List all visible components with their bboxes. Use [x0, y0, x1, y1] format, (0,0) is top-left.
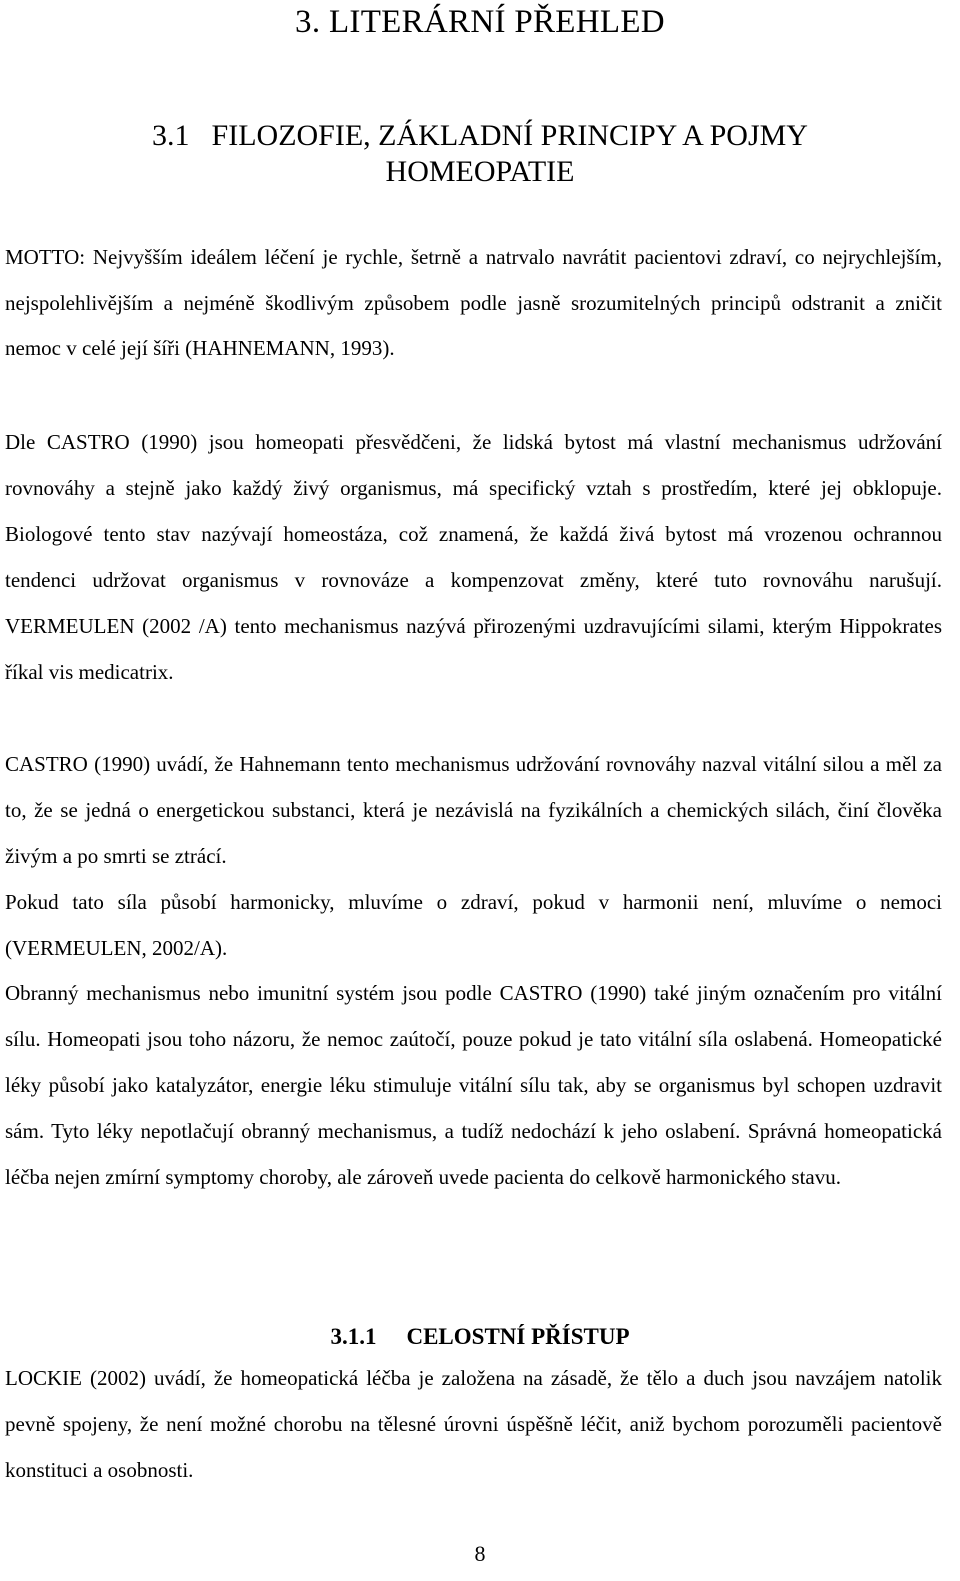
subsection-number: 3.1.1	[330, 1324, 377, 1349]
paragraph-holistic: LOCKIE (2002) uvádí, že homeopatická léčba je založena na zásadě, že tělo a duch jsou navzájem natolik pevně spojeny, že není možné chorobu na tělesné úrovni úspěšně léčit, aniž bychom porozuměli pacientově konstituci a osobnosti.	[5, 1366, 942, 1482]
paragraph-harmony: Pokud tato síla působí harmonicky, mluvíme o zdraví, pokud v harmonii není, mluvíme o nemoci (VERMEULEN, 2002/A).	[5, 890, 942, 960]
paragraph-vital-force: CASTRO (1990) uvádí, že Hahnemann tento mechanismus udržování rovnováhy nazval vitální silou a měl za to, že se jedná o energetickou substanci, která je nezávislá na fyzikálních a chemických silách, činí člověka živým a po smrti se ztrácí.	[5, 752, 942, 868]
subsection-heading	[0, 1322, 960, 1352]
subsection-title: CELOSTNÍ PŘÍSTUP	[406, 1324, 630, 1349]
paragraph-immune-system: Obranný mechanismus nebo imunitní systém jsou podle CASTRO (1990) také jiným označením pro vitální sílu. Homeopati jsou toho názoru, že nemoc zaútočí, pouze pokud je tato vitální síla oslabená. Homeopatické léky působí jako katalyzátor, energie léku stimuluje vitální sílu tak, aby se organismus byl schopen uzdravit sám. Tyto léky nepotlačují obranný mechanismus, a tudíž nedochází k jeho oslabení. Správná homeopatická léčba nejen zmírní symptomy choroby, ale zároveň uvede pacienta do celkově harmonického stavu.	[5, 981, 942, 1189]
page-number: 8	[474, 1541, 486, 1566]
section-title: FILOZOFIE, ZÁKLADNÍ PRINCIPY A POJMY HOMEOPATIE	[211, 119, 808, 188]
paragraph-homeostasis: Dle CASTRO (1990) jsou homeopati přesvědčeni, že lidská bytost má vlastní mechanismus udržování rovnováhy a stejně jako každý živý organismus, má specifický vztah s prostředím, které jej obklopuje. Biologové tento stav nazývají homeostáza, což znamená, že každá živá bytost má vrozenou ochrannou tendenci udržovat organismus v rovnováze a kompenzovat změny, které tuto rovnováhu narušují. VERMEULEN (2002 /A) tento mechanismus nazývá přirozenými uzdravujícími silami, kterým Hippokrates říkal vis medicatrix.	[5, 430, 942, 684]
section-heading	[60, 118, 900, 190]
motto-paragraph: MOTTO: Nejvyšším ideálem léčení je rychle, šetrně a natrvalo navrátit pacientovi zdraví, co nejrychlejším, nejspolehlivějším a nejméně škodlivým způsobem podle jasně srozumitelných principů odstranit a zničit nemoc v celé její šíři (HAHNEMANN, 1993).	[5, 245, 942, 360]
chapter-heading: 3. LITERÁRNÍ PŘEHLED	[295, 4, 665, 40]
section-number: 3.1	[152, 119, 190, 152]
